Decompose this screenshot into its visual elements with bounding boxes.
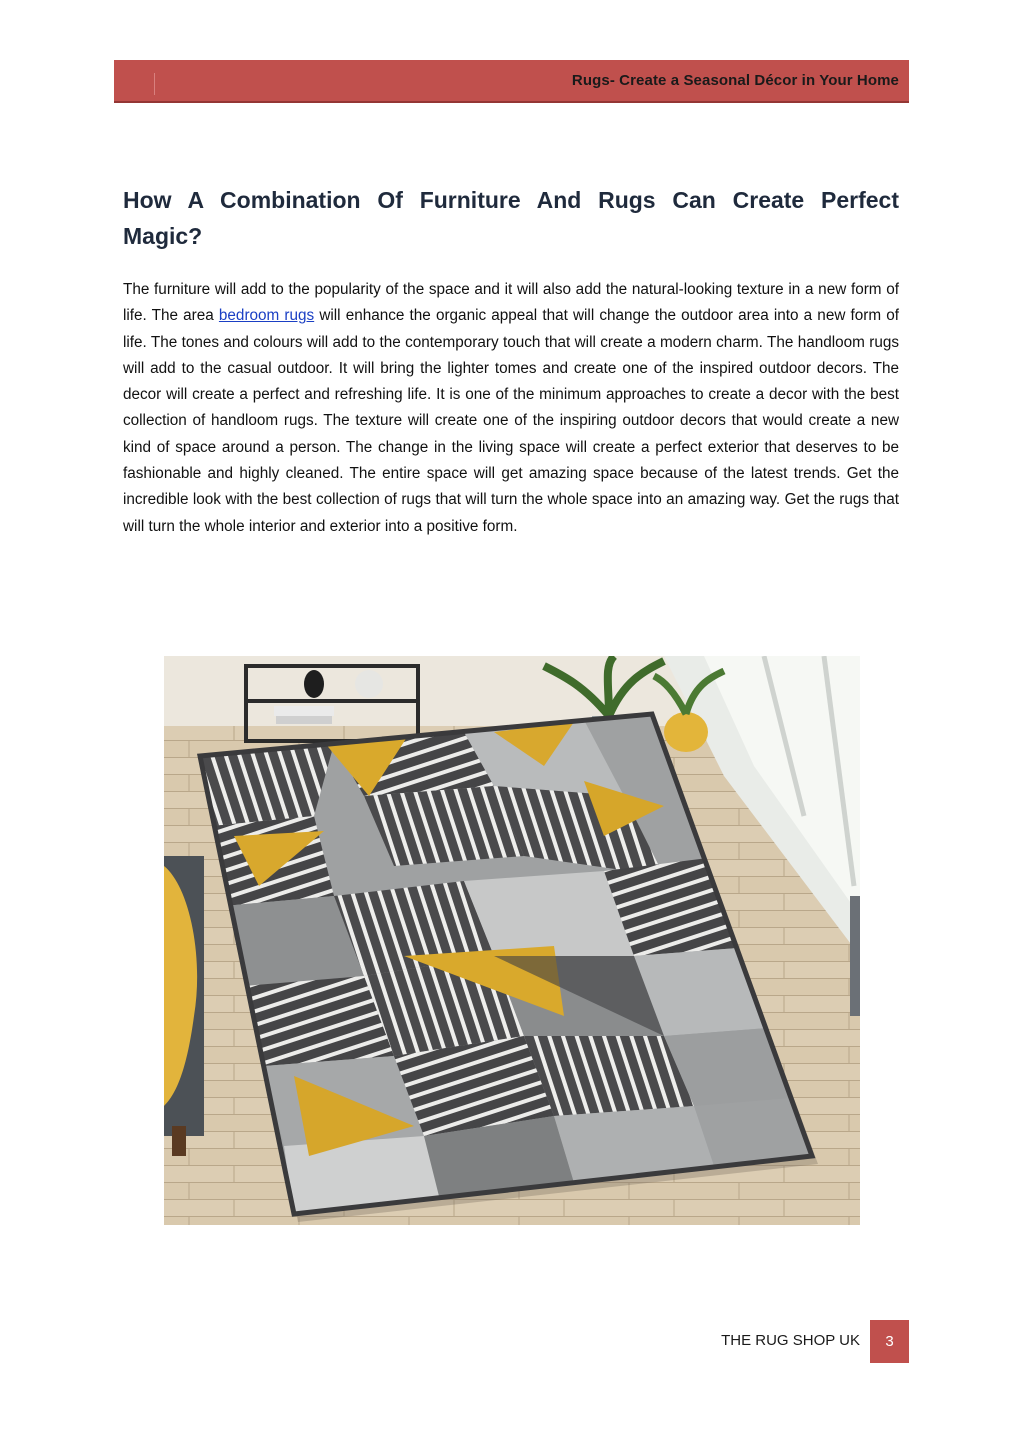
paragraph-text-end: will enhance the organic appeal that will change the outdoor area into a new form of life. The tones and colours will add to the contemporary touch that will create a modern charm. The handloom rugs will add to the casual outdoor. It will bring the lighter tomes and create one of the inspired outdoor decors. The decor will create a perfect and refreshing life. It is one of the minimum approaches to create a decor with the best collection of handloom rugs. The texture will create one of the inspiring outdoor decors that would create a new kind of space around a person. The change in the living space will create a perfect exterior that deserves to be fashionable and highly cleaned. The entire space will get amazing space because of the latest trends. Get the incredible look with the best collection of rugs that will turn the whole space into an amazing way. Get the rugs that will turn the whole interior and exterior into a positive form. [123,307,899,535]
header-divider [154,73,155,95]
paragraph-text-start: The furniture will add to the popularity of the space and it will also add the natural-looking texture in a new form of life. The area [123,281,899,325]
page-number-badge: 3 [870,1320,909,1363]
rug-photo [164,656,860,1225]
page-header-bar [114,60,909,103]
bedroom-rugs-link[interactable]: bedroom rugs [218,307,315,325]
article-paragraph [123,277,899,540]
footer-brand: THE RUG SHOP UK [721,1332,860,1349]
section-heading: How A Combination Of Furniture And Rugs Can Create Perfect Magic? [123,187,899,249]
document-title: Rugs- Create a Seasonal Décor in Your Home [571,72,899,89]
